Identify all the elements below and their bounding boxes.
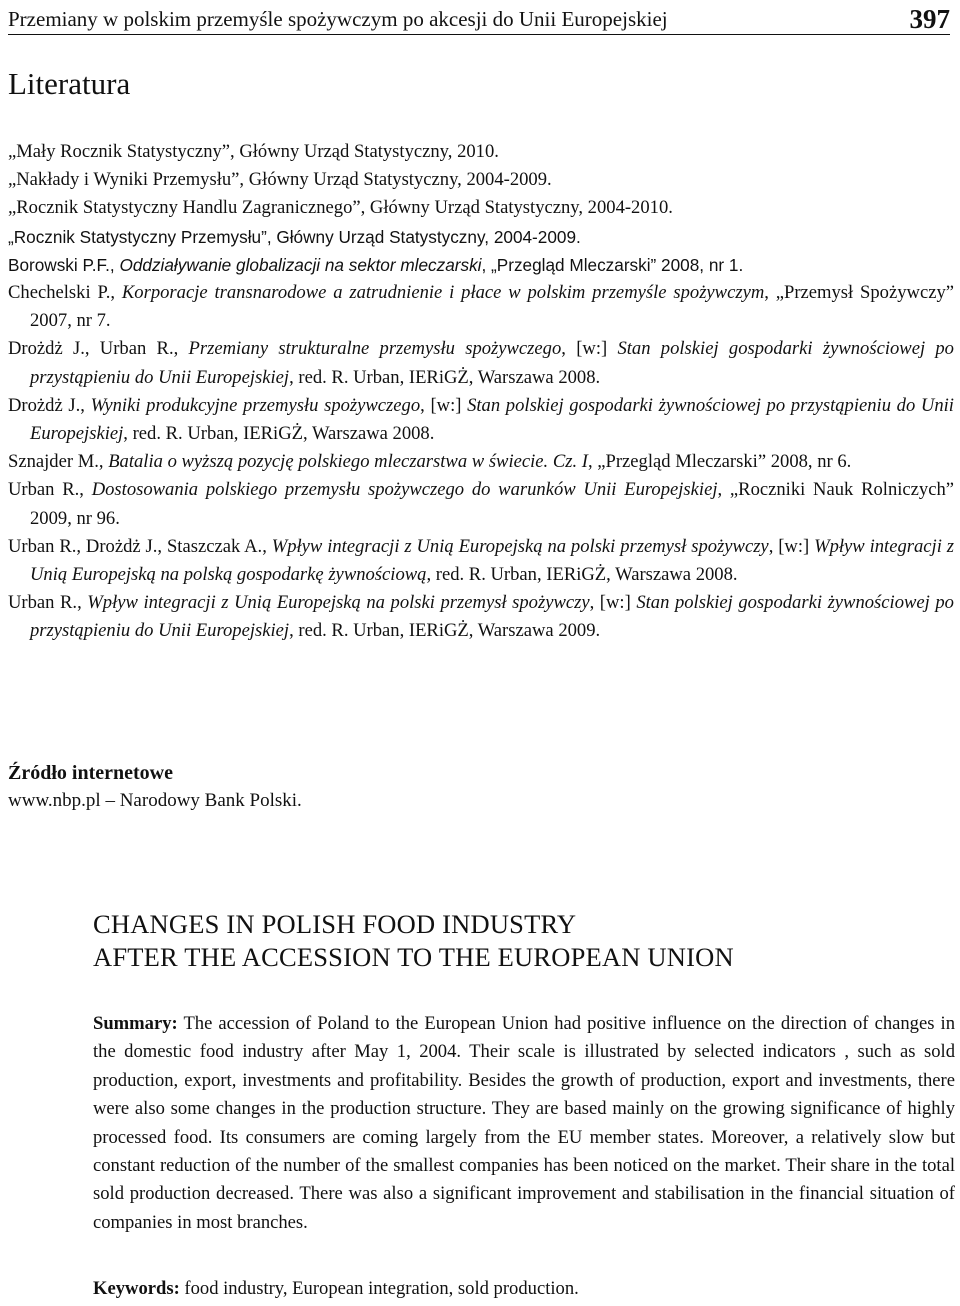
reference-text: „Mały Rocznik Statystyczny”, Główny Urząd Statystyczny, 2010. — [8, 141, 499, 162]
reference-text: , — [173, 338, 189, 360]
reference-item — [8, 251, 954, 279]
summary-paragraph — [93, 1010, 955, 1237]
reference-item — [8, 166, 954, 194]
reference-item — [8, 589, 954, 645]
reference-text: „Rocznik Statystyczny Handlu Zagranicznego”, Główny Urząd Statystyczny, 2004-2010. — [8, 197, 673, 219]
reference-text: , „Roczniki Nauk Rolniczych” 2009, nr 96. — [30, 479, 955, 529]
reference-text: , — [98, 451, 109, 473]
reference-text: Borowski P.F. — [8, 254, 110, 275]
reference-text: Drożdż J., Urban R. — [8, 338, 174, 360]
keywords-text: food industry, European integration, sold production. — [179, 1278, 579, 1299]
running-title: Przemiany w polskim przemyśle spożywczym po akcesji do Unii Europejskiej — [8, 7, 668, 31]
reference-title: Korporacje transnarodowe a zatrudnienie i płace w polskim przemyśle spożywczym — [121, 282, 765, 304]
reference-title: Batalia o wyższą pozycję polskiego mleczarstwa w świecie. Cz. I — [108, 451, 588, 473]
reference-title: Wpływ integracji z Unią Europejską na polski przemysł spożywczy — [271, 535, 769, 557]
reference-title: Wpływ integracji z Unią Europejską na polski przemysł spożywczy — [87, 592, 590, 614]
literature-heading: Literatura — [8, 66, 131, 101]
reference-text: „Nakłady i Wyniki Przemysłu”, Główny Urząd Statystyczny, 2004-2009. — [8, 169, 552, 191]
reference-item — [8, 138, 954, 166]
reference-title: Stan polskiej gospodarki żywnościowej po przystąpieniu do Unii Europejskiej — [30, 592, 954, 642]
reference-text: , [w:] — [589, 592, 637, 614]
english-title — [93, 908, 734, 974]
reference-item — [8, 392, 954, 448]
reference-text: Sznajder M. — [8, 451, 99, 473]
reference-title: Dostosowania polskiego przemysłu spożywczego do warunków Unii Europejskiej — [91, 479, 718, 501]
reference-text: , — [109, 254, 120, 275]
reference-title: Stan polskiej gospodarki żywnościowej po przystąpieniu do Unii Europejskiej — [30, 394, 954, 445]
reference-item — [8, 223, 954, 251]
summary-text: The accession of Poland to the European Union had positive influence on the direction of changes in the domestic food industry after May 1, 2004. Their scale is illustrated by selected indicators , such as sold production, export, investments and profitability. Besides the growth of production, export and investments, there were also some changes in the production structure. They are based mainly on the growing significance of highly processed food. Its consumers are coming largely from the EU member states. Moreover, a relatively slow but constant reduction of the number of the smallest companies has been noticed on the market. Their share in the total sold production decreased. There was also a significant improvement and stabilisation in the financial situation of companies in most branches. — [93, 1013, 955, 1233]
reference-item — [8, 476, 954, 532]
reference-title: Oddziaływanie globalizacji na sektor mleczarski — [119, 254, 482, 275]
reference-text: Urban R. — [8, 479, 80, 501]
reference-text: , red. R. Urban, IERiGŻ, Warszawa 2008. — [426, 564, 738, 586]
reference-title: Stan polskiej gospodarki żywnościowej po przystąpieniu do Unii Europejskiej — [30, 338, 954, 388]
reference-text: „Rocznik Statystyczny Przemysłu”, Główny Urząd Statystyczny, 2004-2009. — [8, 226, 581, 247]
english-title-line-2: AFTER THE ACCESSION TO THE EUROPEAN UNION — [93, 942, 734, 972]
reference-text: , „Przemysł Spożywczy” 2007, nr 7. — [30, 282, 955, 332]
reference-text: Urban R., Drożdż J., Staszczak A. — [8, 535, 263, 557]
reference-text: Chechelski P. — [8, 282, 111, 304]
summary-label: Summary: — [93, 1013, 178, 1034]
reference-title: Wpływ integracji z Unią Europejską na polską gospodarkę żywnościową — [30, 535, 954, 586]
reference-text: , [w:] — [420, 394, 468, 416]
reference-text: , — [80, 394, 91, 416]
reference-text: , red. R. Urban, IERiGŻ, Warszawa 2009. — [289, 620, 601, 642]
reference-title: Przemiany strukturalne przemysłu spożywczego — [188, 338, 562, 360]
reference-text: , red. R. Urban, IERiGŻ, Warszawa 2008. — [123, 423, 435, 445]
reference-item — [8, 335, 954, 391]
reference-item — [8, 279, 954, 335]
english-title-line-1: CHANGES IN POLISH FOOD INDUSTRY — [93, 909, 577, 939]
reference-text: , — [262, 535, 272, 557]
keywords-label: Keywords: — [93, 1278, 180, 1299]
reference-text: , [w:] — [768, 535, 815, 557]
reference-text: , — [110, 282, 122, 304]
reference-list — [8, 138, 954, 646]
internet-source-heading: Źródło internetowe — [8, 762, 173, 784]
reference-text: , — [77, 592, 88, 614]
page-number: 397 — [909, 4, 950, 34]
reference-text: , — [79, 479, 92, 501]
internet-source-entry: www.nbp.pl – Narodowy Bank Polski. — [8, 790, 302, 811]
running-header — [8, 2, 950, 35]
reference-text: Urban R. — [8, 592, 78, 614]
reference-text: , red. R. Urban, IERiGŻ, Warszawa 2008. — [289, 366, 601, 388]
reference-item — [8, 194, 954, 222]
keywords-line — [93, 1278, 579, 1300]
reference-text: , [w:] — [561, 338, 618, 360]
reference-text: , „Przegląd Mleczarski” 2008, nr 1. — [481, 254, 744, 275]
reference-item — [8, 448, 954, 476]
reference-title: Wyniki produkcyjne przemysłu spożywczego — [90, 394, 421, 416]
reference-item — [8, 533, 954, 589]
reference-text: , „Przegląd Mleczarski” 2008, nr 6. — [587, 451, 852, 473]
reference-text: Drożdż J. — [8, 394, 81, 416]
